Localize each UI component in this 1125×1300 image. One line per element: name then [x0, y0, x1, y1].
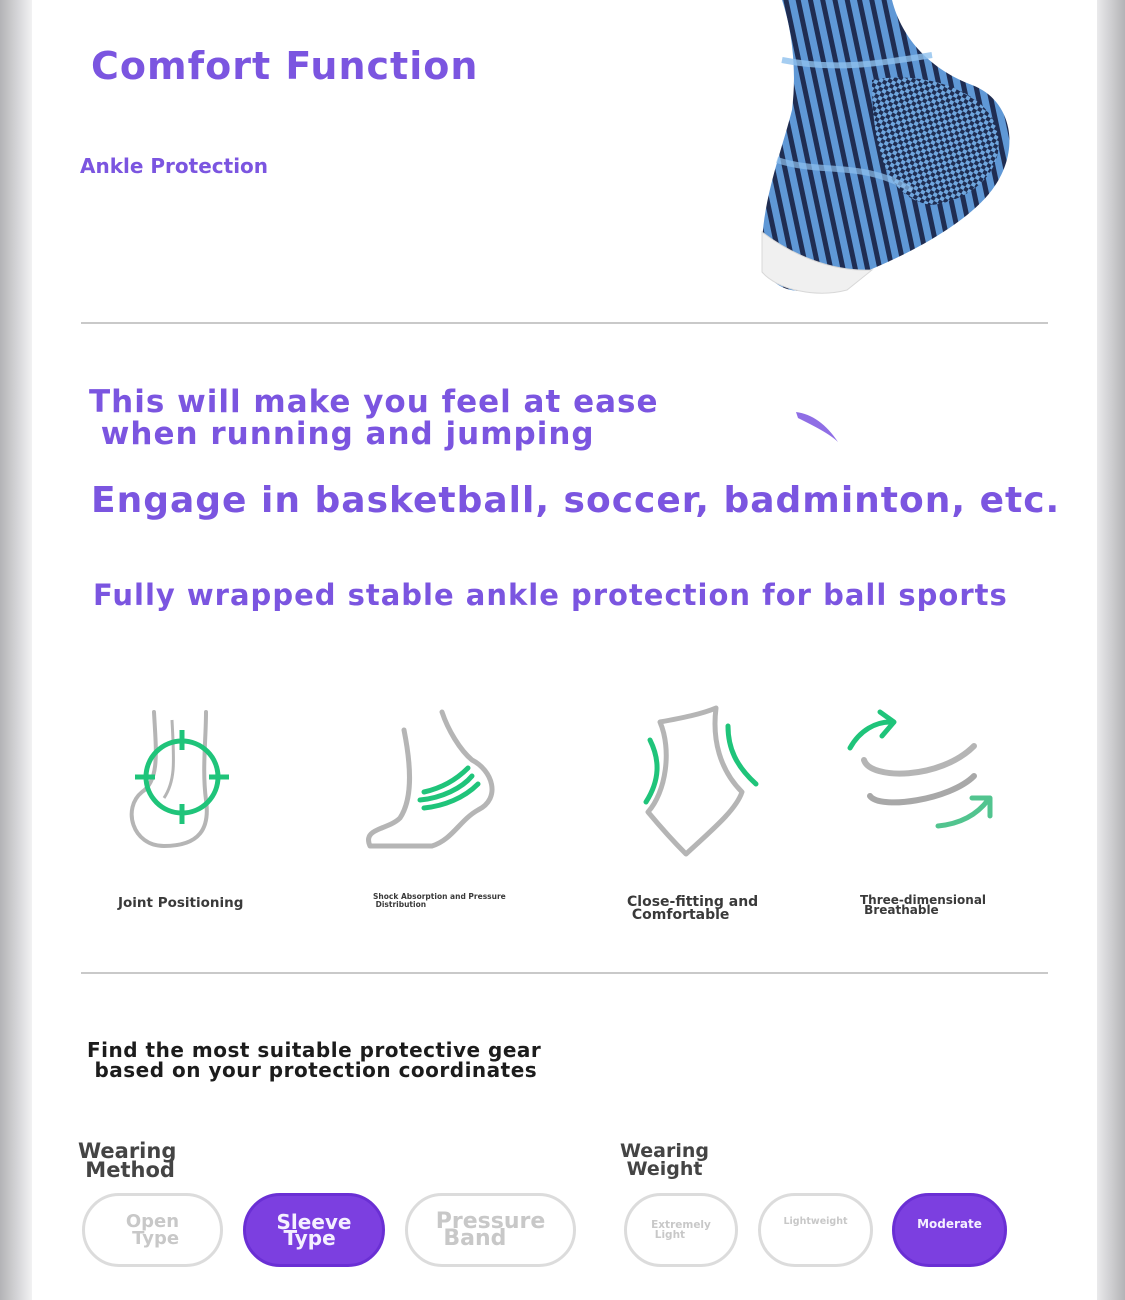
close-fitting-icon	[612, 700, 772, 865]
hero-title: Comfort Function	[91, 44, 479, 88]
feature-label-fitting: Close-fitting and Comfortable	[627, 894, 759, 923]
ankle-sleeve-image	[722, 0, 1012, 300]
wearing-weight-title: Wearing Weight	[620, 1140, 709, 1180]
section-divider	[81, 972, 1048, 974]
hero-subtitle: Ankle Protection	[80, 154, 269, 178]
option-moderate[interactable]: Moderate	[892, 1193, 1007, 1267]
wearing-method-title: Wearing Method	[78, 1139, 177, 1182]
breathable-icon	[840, 700, 1000, 865]
section-divider	[81, 322, 1048, 324]
shock-absorption-icon	[352, 700, 512, 865]
finder-heading: Find the most suitable protective gear based on your protection coordinates	[87, 1038, 542, 1082]
feature-label-breathable: Three-dimensional Breathable	[860, 893, 987, 917]
sports-headline: Engage in basketball, soccer, badminton, etc.	[91, 480, 1061, 521]
feature-label-shock: Shock Absorption and Pressure Distribution	[373, 892, 506, 909]
option-pressure-band[interactable]: Pressure Band	[405, 1193, 576, 1267]
option-open-type[interactable]: Open Type	[82, 1193, 223, 1267]
option-lightweight[interactable]: Lightweight	[758, 1193, 873, 1267]
feature-label-joint: Joint Positioning	[118, 895, 244, 911]
protection-headline: Fully wrapped stable ankle protection for ball sports	[93, 578, 1008, 612]
swoosh-icon	[792, 408, 842, 448]
joint-positioning-icon	[102, 700, 262, 865]
benefit-headline: This will make you feel at ease when running and jumping	[89, 384, 659, 452]
option-extremely-light[interactable]: Extremely Light	[624, 1193, 738, 1267]
product-detail-page	[32, 0, 1097, 1300]
option-sleeve-type[interactable]: Sleeve Type	[243, 1193, 385, 1267]
